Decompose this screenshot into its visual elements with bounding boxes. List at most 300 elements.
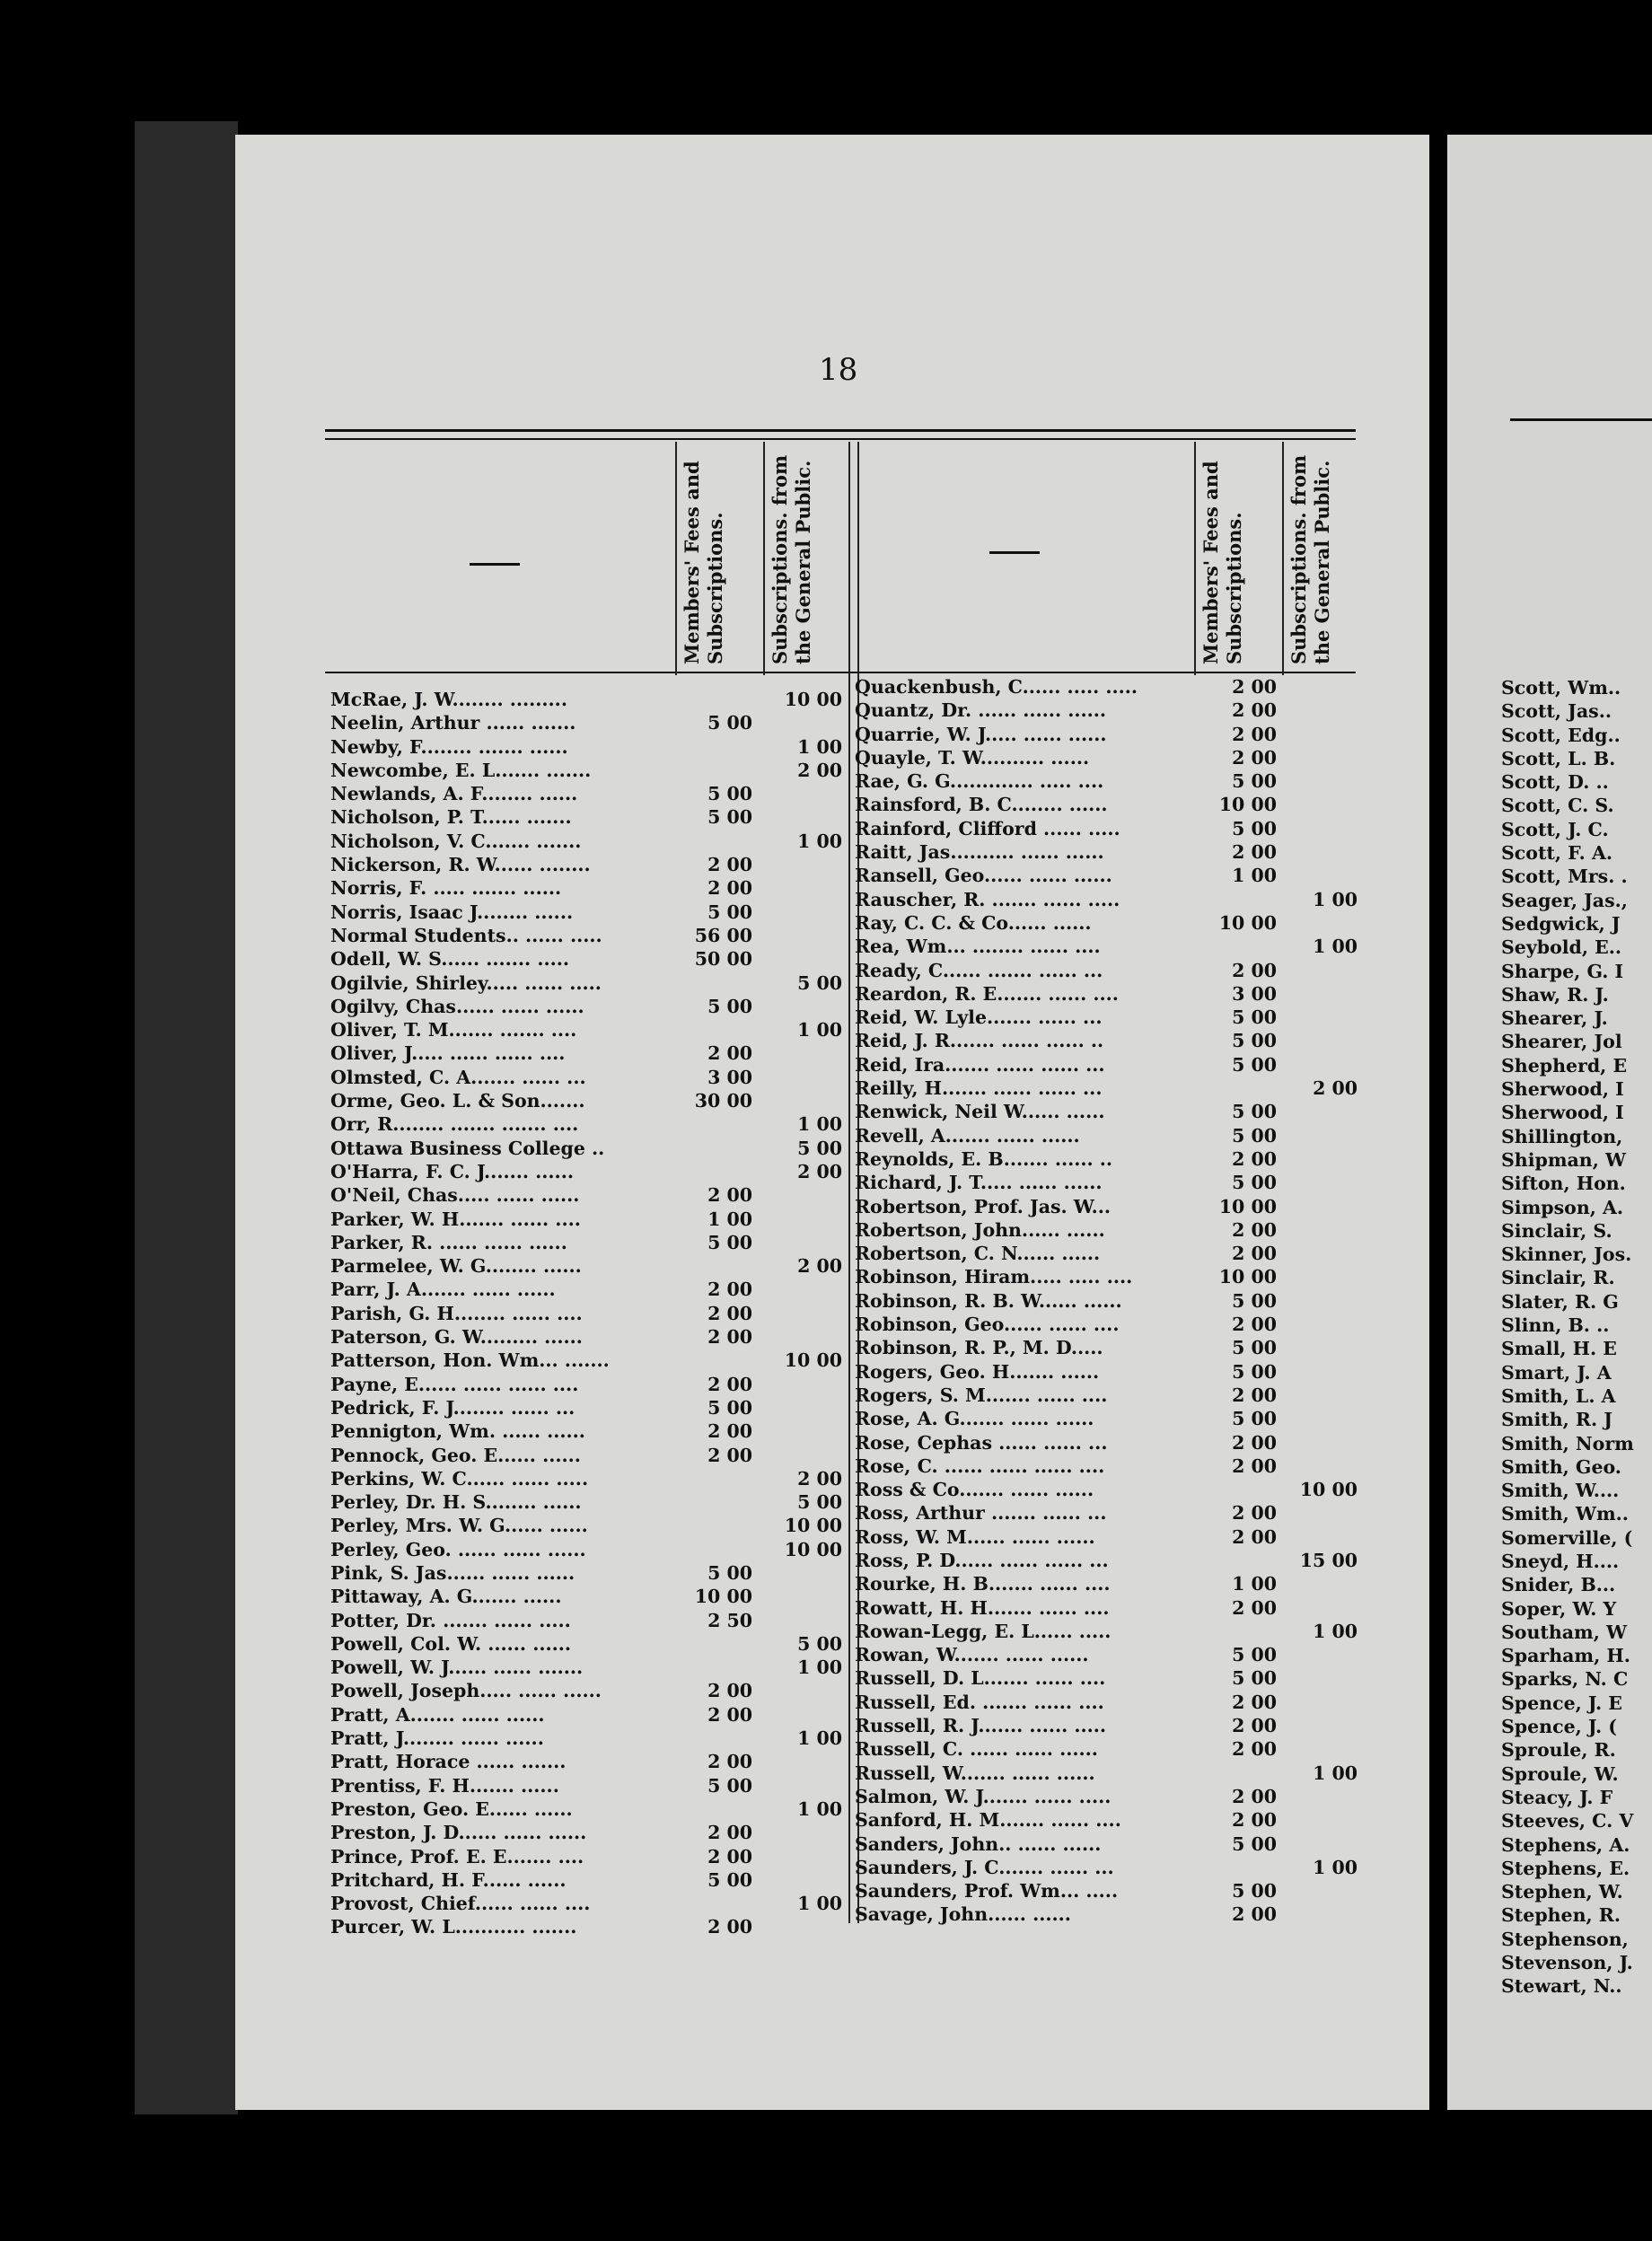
subscriber-row bbox=[330, 1915, 847, 1938]
subscriber-row bbox=[330, 1444, 847, 1467]
next-page-subscriber-name: Stephen, W. bbox=[1501, 1881, 1623, 1903]
subscriber-name: Powell, Joseph..... ...... ...... bbox=[330, 1680, 602, 1702]
subscriber-name: Powell, Col. W. ...... ...... bbox=[330, 1632, 572, 1655]
members-fee-amount: 2 00 bbox=[1232, 1314, 1277, 1336]
subscriber-name: Robinson, R. P., M. D..... bbox=[855, 1337, 1103, 1359]
subscriber-name: Preston, Geo. E...... ...... bbox=[330, 1797, 573, 1820]
subscriber-name: Russell, R. J....... ...... ..... bbox=[855, 1715, 1107, 1737]
subscriber-row bbox=[330, 995, 847, 1018]
members-fee-amount: 2 00 bbox=[1232, 841, 1277, 864]
subscriber-row bbox=[330, 1750, 847, 1773]
subscriber-name: O'Harra, F. C. J....... ...... bbox=[330, 1160, 574, 1182]
next-page-subscriber-name: Scott, C. S. bbox=[1501, 795, 1614, 817]
subscriber-name: Reid, J. R....... ...... ...... .. bbox=[855, 1030, 1104, 1052]
subscriber-row bbox=[855, 1100, 1366, 1123]
subscriber-name: Orr, R........ ....... ....... .... bbox=[330, 1113, 579, 1136]
subscriber-name: Powell, W. J...... ...... ....... bbox=[330, 1657, 584, 1679]
subscriber-row bbox=[855, 1147, 1366, 1171]
subscriber-row bbox=[330, 1703, 847, 1727]
subscriber-row bbox=[330, 1632, 847, 1656]
subscriber-name: Rose, C. ...... ...... ...... .... bbox=[855, 1454, 1105, 1477]
column-line bbox=[848, 442, 850, 1923]
members-fee-amount: 1 00 bbox=[1232, 865, 1277, 887]
members-fee-amount: 1 00 bbox=[1232, 1573, 1277, 1595]
public-subscription-amount: 1 00 bbox=[797, 1727, 842, 1750]
public-subscription-amount: 1 00 bbox=[797, 1113, 842, 1136]
subscriber-name: Ross, P. D...... ...... ...... ... bbox=[855, 1549, 1109, 1571]
subscriber-name: Perkins, W. C...... ...... ..... bbox=[330, 1467, 589, 1490]
members-fee-amount: 5 00 bbox=[707, 712, 752, 734]
subscriber-row bbox=[330, 1018, 847, 1041]
public-subscription-amount: 1 00 bbox=[1313, 1856, 1358, 1878]
subscriber-row bbox=[330, 1821, 847, 1844]
subscriber-row bbox=[330, 1231, 847, 1254]
subscriber-name: Olmsted, C. A....... ...... ... bbox=[330, 1066, 586, 1088]
members-fee-amount: 5 00 bbox=[707, 806, 752, 829]
subscriber-name: Ross, W. M...... ...... ...... bbox=[855, 1525, 1095, 1548]
subscriber-name: Robertson, C. N...... ...... bbox=[855, 1243, 1101, 1265]
subscriber-row bbox=[855, 1218, 1366, 1242]
subscriber-name: Rainsford, B. C........ ...... bbox=[855, 794, 1108, 816]
next-page-subscriber-name: Small, H. E bbox=[1501, 1338, 1617, 1360]
members-fee-amount: 2 00 bbox=[1232, 1596, 1277, 1619]
public-subscription-amount: 10 00 bbox=[1299, 1479, 1358, 1501]
members-fee-amount: 2 00 bbox=[1232, 1691, 1277, 1713]
subscriber-name: Norris, Isaac J........ ...... bbox=[330, 901, 574, 923]
public-subscription-amount: 2 00 bbox=[797, 1255, 842, 1278]
subscriber-name: Parmelee, W. G........ ...... bbox=[330, 1255, 582, 1278]
subscriber-name: Revell, A....... ...... ...... bbox=[855, 1124, 1080, 1147]
next-page-subscriber-name: Scott, Jas.. bbox=[1501, 700, 1612, 723]
members-fee-amount: 5 00 bbox=[1232, 1360, 1277, 1383]
members-fee-amount: 10 00 bbox=[1218, 1266, 1277, 1288]
subscriber-row bbox=[855, 793, 1366, 816]
members-fee-amount: 5 00 bbox=[707, 1774, 752, 1797]
subscriber-name: Renwick, Neil W...... ...... bbox=[855, 1101, 1105, 1123]
subscriber-name: Prince, Prof. E. E....... .... bbox=[330, 1845, 584, 1868]
subscriber-name: Pratt, A....... ...... ...... bbox=[330, 1703, 545, 1726]
members-fee-amount: 2 00 bbox=[707, 1373, 752, 1395]
subscriber-row bbox=[330, 1325, 847, 1349]
page-number: 18 bbox=[819, 352, 858, 388]
subscriber-row bbox=[330, 924, 847, 947]
header-general-public-right: Subscriptions. from the General Public. bbox=[1287, 454, 1333, 664]
header-name-dash-left bbox=[470, 563, 520, 566]
subscriber-row bbox=[855, 1832, 1366, 1856]
subscriber-name: Rowatt, H. H....... ...... .... bbox=[855, 1596, 1110, 1619]
members-fee-amount: 2 00 bbox=[1232, 1454, 1277, 1477]
subscriber-row bbox=[330, 805, 847, 829]
subscriber-name: Saunders, J. C....... ...... ... bbox=[855, 1856, 1114, 1878]
public-subscription-amount: 1 00 bbox=[1313, 936, 1358, 958]
members-fee-amount: 2 00 bbox=[707, 1845, 752, 1868]
members-fee-amount: 5 00 bbox=[1232, 1030, 1277, 1052]
subscriber-row bbox=[330, 876, 847, 900]
subscriber-name: Sanders, John.. ...... ...... bbox=[855, 1832, 1102, 1855]
subscriber-row bbox=[330, 1089, 847, 1112]
subscriber-row bbox=[855, 888, 1366, 911]
next-page-subscriber-name: Shillington, bbox=[1501, 1125, 1623, 1147]
subscriber-name: Normal Students.. ...... ..... bbox=[330, 924, 602, 946]
subscriber-row bbox=[330, 1679, 847, 1702]
next-page-subscriber-name: Sherwood, I bbox=[1501, 1102, 1624, 1124]
header-rule-top bbox=[325, 429, 1356, 432]
next-page-subscriber-name: Stephens, A. bbox=[1501, 1833, 1630, 1856]
subscriber-row bbox=[855, 699, 1366, 722]
subscriber-name: Parker, W. H....... ...... .... bbox=[330, 1208, 581, 1230]
subscriber-row bbox=[855, 1478, 1366, 1501]
subscriber-row bbox=[330, 1066, 847, 1089]
members-fee-amount: 10 00 bbox=[1218, 1195, 1277, 1217]
public-subscription-amount: 2 00 bbox=[797, 759, 842, 781]
subscriber-name: Ray, C. C. & Co...... ...... bbox=[855, 911, 1092, 934]
subscriber-row bbox=[855, 982, 1366, 1006]
subscriber-name: Parish, G. H........ ...... .... bbox=[330, 1302, 583, 1324]
members-fee-amount: 2 00 bbox=[1232, 1738, 1277, 1761]
members-fee-amount: 2 00 bbox=[1232, 1715, 1277, 1737]
public-subscription-amount: 1 00 bbox=[797, 1797, 842, 1820]
subscriber-name: Pedrick, F. J........ ...... ... bbox=[330, 1396, 576, 1419]
subscriber-row bbox=[330, 1538, 847, 1561]
public-subscription-amount: 1 00 bbox=[1313, 888, 1358, 910]
subscriber-name: Pratt, J........ ...... ...... bbox=[330, 1727, 544, 1750]
subscriber-row bbox=[855, 1856, 1366, 1879]
subscriber-row bbox=[855, 1620, 1366, 1643]
subscriber-row bbox=[855, 911, 1366, 935]
subscriber-row bbox=[330, 1490, 847, 1514]
book-edge bbox=[135, 121, 238, 2114]
subscriber-row bbox=[330, 1419, 847, 1443]
subscriber-name: Pink, S. Jas...... ...... ...... bbox=[330, 1561, 576, 1584]
subscriber-row bbox=[855, 1762, 1366, 1785]
members-fee-amount: 2 00 bbox=[1232, 1218, 1277, 1241]
next-page-subscriber-name: Sedgwick, J bbox=[1501, 912, 1621, 935]
header-name-dash-right bbox=[989, 551, 1040, 554]
subscriber-row bbox=[330, 782, 847, 805]
subscriber-name: Purcer, W. L........... ....... bbox=[330, 1916, 577, 1938]
subscriber-row bbox=[330, 1514, 847, 1537]
subscriber-row bbox=[855, 1714, 1366, 1737]
members-fee-amount: 5 00 bbox=[1232, 1644, 1277, 1666]
members-fee-amount: 2 00 bbox=[1232, 746, 1277, 769]
next-page-subscriber-name: Smith, W.... bbox=[1501, 1480, 1620, 1502]
members-fee-amount: 5 00 bbox=[1232, 1101, 1277, 1123]
subscriber-name: Prentiss, F. H....... ...... bbox=[330, 1774, 559, 1797]
members-fee-amount: 2 00 bbox=[707, 1279, 752, 1301]
subscriber-row bbox=[330, 1349, 847, 1372]
next-page-subscriber-name: Skinner, Jos. bbox=[1501, 1244, 1632, 1266]
subscriber-name: Nickerson, R. W...... ........ bbox=[330, 854, 591, 876]
subscriber-name: Ross, Arthur ....... ...... ... bbox=[855, 1502, 1107, 1525]
header-rule-second bbox=[325, 438, 1356, 440]
subscriber-name: Quarrie, W. J..... ...... ...... bbox=[855, 723, 1107, 745]
subscriber-row bbox=[855, 769, 1366, 793]
subscriber-name: Reid, Ira....... ...... ...... ... bbox=[855, 1053, 1105, 1076]
public-subscription-amount: 5 00 bbox=[797, 971, 842, 994]
subscriber-row bbox=[330, 1041, 847, 1065]
subscriber-row bbox=[855, 1666, 1366, 1690]
members-fee-amount: 2 00 bbox=[1232, 1785, 1277, 1807]
members-fee-amount: 3 00 bbox=[1232, 982, 1277, 1005]
subscriber-name: Provost, Chief...... ...... .... bbox=[330, 1893, 591, 1915]
members-fee-amount: 5 00 bbox=[1232, 1289, 1277, 1312]
subscriber-name: Robertson, Prof. Jas. W... bbox=[855, 1195, 1112, 1217]
next-page-subscriber-name: Scott, L. B. bbox=[1501, 747, 1616, 769]
members-fee-amount: 2 00 bbox=[1232, 1147, 1277, 1170]
subscriber-name: Rose, A. G....... ...... ...... bbox=[855, 1408, 1094, 1430]
subscriber-row bbox=[330, 853, 847, 876]
public-subscription-amount: 1 00 bbox=[797, 1019, 842, 1041]
public-subscription-amount: 1 00 bbox=[797, 830, 842, 852]
subscriber-name: Robinson, Geo...... ...... .... bbox=[855, 1314, 1120, 1336]
subscriber-name: Quackenbush, C...... ..... ..... bbox=[855, 676, 1138, 698]
subscriber-name: Parr, J. A....... ...... ...... bbox=[330, 1279, 556, 1301]
subscriber-name: Perley, Mrs. W. G...... ...... bbox=[330, 1515, 588, 1537]
subscriber-name: Russell, C. ...... ...... ...... bbox=[855, 1738, 1098, 1761]
header-members-fees-left: Members' Fees and Subscriptions. bbox=[681, 461, 726, 664]
next-page-subscriber-name: Shaw, R. J. bbox=[1501, 983, 1609, 1006]
subscriber-row bbox=[855, 817, 1366, 840]
subscriber-row bbox=[855, 746, 1366, 769]
header-general-public-left: Subscriptions. from the General Public. bbox=[769, 454, 814, 664]
next-page-subscriber-name: Shipman, W bbox=[1501, 1148, 1627, 1171]
left-subscriber-list bbox=[330, 688, 847, 1939]
subscriber-name: Preston, J. D...... ...... ...... bbox=[330, 1822, 587, 1844]
members-fee-amount: 2 00 bbox=[1232, 699, 1277, 722]
subscriber-row bbox=[330, 1160, 847, 1183]
subscriber-row bbox=[855, 1195, 1366, 1218]
next-page-subscriber-name: Scott, Wm.. bbox=[1501, 677, 1621, 699]
next-page-subscriber-name: Stevenson, J. bbox=[1501, 1952, 1633, 1974]
members-fee-amount: 2 00 bbox=[707, 877, 752, 900]
subscriber-name: McRae, J. W........ ......... bbox=[330, 689, 567, 710]
members-fee-amount: 2 00 bbox=[1232, 1502, 1277, 1525]
next-page-subscriber-name: Steacy, J. F bbox=[1501, 1786, 1613, 1808]
members-fee-amount: 5 00 bbox=[1232, 1124, 1277, 1147]
subscriber-row bbox=[855, 1336, 1366, 1359]
next-page-subscriber-name: Spence, J. ( bbox=[1501, 1716, 1617, 1738]
next-page-subscriber-name: Steeves, C. V bbox=[1501, 1810, 1634, 1832]
column-line bbox=[763, 442, 765, 675]
subscriber-row bbox=[330, 1845, 847, 1868]
members-fee-amount: 5 00 bbox=[707, 1561, 752, 1584]
next-page-subscriber-name: Shepherd, E bbox=[1501, 1054, 1628, 1077]
next-page-subscriber-name: Stephen, R. bbox=[1501, 1904, 1621, 1927]
subscriber-name: Newlands, A. F........ ...... bbox=[330, 783, 578, 805]
subscriber-row bbox=[855, 935, 1366, 958]
subscriber-row bbox=[855, 1454, 1366, 1478]
subscriber-name: Russell, D. L....... ...... .... bbox=[855, 1667, 1106, 1690]
subscriber-name: Neelin, Arthur ...... ....... bbox=[330, 712, 576, 734]
next-page-subscriber-name: Smith, Norm bbox=[1501, 1432, 1634, 1454]
next-page-subscriber-name: Smith, Wm.. bbox=[1501, 1503, 1629, 1525]
next-page-rule bbox=[1510, 418, 1652, 421]
members-fee-amount: 2 00 bbox=[1232, 1525, 1277, 1548]
next-page-subscriber-name: Smart, J. A bbox=[1501, 1361, 1612, 1384]
next-page-subscriber-name: Smith, Geo. bbox=[1501, 1455, 1621, 1478]
next-page-subscriber-name: Shearer, Jol bbox=[1501, 1031, 1622, 1053]
next-page-subscriber-name: Snider, B... bbox=[1501, 1574, 1616, 1596]
subscriber-name: Ogilvy, Chas...... ...... ...... bbox=[330, 995, 584, 1017]
subscriber-row bbox=[330, 947, 847, 971]
subscriber-row bbox=[855, 1360, 1366, 1384]
members-fee-amount: 2 00 bbox=[1232, 1809, 1277, 1832]
next-page-fragment bbox=[1447, 135, 1652, 2110]
subscriber-name: Quayle, T. W.......... ...... bbox=[855, 746, 1090, 769]
members-fee-amount: 2 00 bbox=[1232, 959, 1277, 981]
members-fee-amount: 5 00 bbox=[1232, 817, 1277, 839]
next-page-subscriber-name: Stephenson, bbox=[1501, 1928, 1629, 1950]
next-page-subscriber-name: Shearer, J. bbox=[1501, 1007, 1608, 1030]
members-fee-amount: 56 00 bbox=[694, 924, 752, 946]
members-fee-amount: 2 00 bbox=[707, 1042, 752, 1065]
next-page-subscriber-name: Sparks, N. C bbox=[1501, 1668, 1629, 1691]
next-page-subscriber-name: Sproule, R. bbox=[1501, 1739, 1616, 1762]
public-subscription-amount: 10 00 bbox=[784, 1349, 842, 1372]
subscriber-name: Rauscher, R. ....... ...... ..... bbox=[855, 888, 1120, 910]
subscriber-row bbox=[330, 1467, 847, 1490]
members-fee-amount: 5 00 bbox=[707, 995, 752, 1017]
members-fee-amount: 5 00 bbox=[1232, 1172, 1277, 1194]
column-line bbox=[1194, 442, 1196, 675]
subscriber-row bbox=[330, 1208, 847, 1231]
next-page-subscriber-name: Scott, J. C. bbox=[1501, 818, 1609, 840]
members-fee-amount: 3 00 bbox=[707, 1066, 752, 1088]
subscriber-name: Rourke, H. B....... ...... .... bbox=[855, 1573, 1111, 1595]
subscriber-name: Odell, W. S...... ....... ..... bbox=[330, 948, 569, 971]
subscriber-name: Rose, Cephas ...... ...... ... bbox=[855, 1431, 1108, 1454]
subscriber-row bbox=[855, 840, 1366, 864]
members-fee-amount: 5 00 bbox=[1232, 1006, 1277, 1029]
next-page-subscriber-name: Sparham, H. bbox=[1501, 1645, 1630, 1667]
members-fee-amount: 2 00 bbox=[707, 1184, 752, 1207]
subscriber-name: Russell, Ed. ....... ...... .... bbox=[855, 1691, 1104, 1713]
subscriber-row bbox=[330, 1585, 847, 1608]
subscriber-name: Ross & Co....... ...... ...... bbox=[855, 1479, 1094, 1501]
members-fee-amount: 2 00 bbox=[707, 1751, 752, 1773]
public-subscription-amount: 1 00 bbox=[797, 1657, 842, 1679]
members-fee-amount: 2 00 bbox=[707, 1444, 752, 1466]
subscriber-name: Ottawa Business College .. bbox=[330, 1137, 605, 1159]
right-subscriber-list bbox=[855, 675, 1366, 1927]
subscriber-name: Parker, R. ...... ...... ...... bbox=[330, 1231, 567, 1253]
next-page-subscriber-name: Sinclair, R. bbox=[1501, 1267, 1615, 1289]
members-fee-amount: 2 00 bbox=[1232, 1384, 1277, 1406]
public-subscription-amount: 1 00 bbox=[797, 1893, 842, 1915]
public-subscription-amount: 5 00 bbox=[797, 1137, 842, 1159]
public-subscription-amount: 1 00 bbox=[1313, 1620, 1358, 1642]
next-page-subscriber-name: Southam, W bbox=[1501, 1621, 1628, 1643]
subscriber-row bbox=[330, 1774, 847, 1797]
subscriber-row bbox=[855, 723, 1366, 746]
subscriber-row bbox=[330, 688, 847, 711]
subscriber-row bbox=[330, 1868, 847, 1892]
subscriber-name: Ready, C...... ....... ...... ... bbox=[855, 959, 1103, 981]
subscriber-row bbox=[330, 1609, 847, 1632]
members-fee-amount: 2 00 bbox=[707, 1326, 752, 1349]
subscriber-name: Pritchard, H. F...... ...... bbox=[330, 1868, 567, 1891]
subscriber-name: Rogers, Geo. H....... ...... bbox=[855, 1360, 1100, 1383]
subscriber-row bbox=[330, 1112, 847, 1136]
public-subscription-amount: 5 00 bbox=[797, 1491, 842, 1514]
subscriber-name: Rea, Wm... ........ ...... .... bbox=[855, 936, 1101, 958]
subscriber-row bbox=[855, 1171, 1366, 1194]
members-fee-amount: 50 00 bbox=[694, 948, 752, 971]
next-page-subscriber-name: Spence, J. E bbox=[1501, 1692, 1622, 1714]
subscriber-name: Rowan, W....... ...... ...... bbox=[855, 1644, 1089, 1666]
subscriber-row bbox=[330, 1183, 847, 1207]
subscriber-row bbox=[855, 1501, 1366, 1525]
subscriber-name: Reilly, H....... ...... ...... ... bbox=[855, 1077, 1103, 1100]
members-fee-amount: 2 00 bbox=[707, 1916, 752, 1938]
column-line bbox=[1282, 442, 1284, 675]
subscriber-row bbox=[855, 1785, 1366, 1808]
next-page-subscriber-name: Scott, Mrs. . bbox=[1501, 866, 1628, 888]
subscriber-row bbox=[855, 1691, 1366, 1714]
subscriber-name: Sanford, H. M....... ...... .... bbox=[855, 1809, 1121, 1832]
public-subscription-amount: 10 00 bbox=[784, 1515, 842, 1537]
next-page-subscriber-name: Sherwood, I bbox=[1501, 1078, 1624, 1101]
public-subscription-amount: 10 00 bbox=[784, 1538, 842, 1560]
subscriber-row bbox=[855, 1265, 1366, 1288]
next-page-subscriber-name: Sifton, Hon. bbox=[1501, 1173, 1626, 1195]
subscriber-row bbox=[330, 1561, 847, 1585]
subscriber-row bbox=[330, 1302, 847, 1325]
subscriber-row bbox=[855, 1525, 1366, 1549]
subscriber-row bbox=[855, 1029, 1366, 1052]
subscriber-row bbox=[855, 1313, 1366, 1336]
subscriber-name: Robinson, R. B. W...... ...... bbox=[855, 1289, 1122, 1312]
subscriber-row bbox=[855, 1242, 1366, 1265]
subscriber-name: Rainford, Clifford ...... ..... bbox=[855, 817, 1120, 839]
header-members-fees-right: Members' Fees and Subscriptions. bbox=[1199, 461, 1245, 664]
subscriber-row bbox=[330, 1373, 847, 1396]
subscriber-name: Ogilvie, Shirley..... ...... ..... bbox=[330, 971, 602, 994]
next-page-subscriber-name: Stewart, N.. bbox=[1501, 1975, 1622, 1998]
next-page-subscriber-name: Sneyd, H.... bbox=[1501, 1550, 1620, 1572]
subscriber-row bbox=[855, 1006, 1366, 1029]
members-fee-amount: 5 00 bbox=[1232, 1880, 1277, 1903]
members-fee-amount: 5 00 bbox=[707, 1868, 752, 1891]
subscriber-name: Rowan-Legg, E. L...... ..... bbox=[855, 1620, 1112, 1642]
members-fee-amount: 2 00 bbox=[707, 1703, 752, 1726]
subscriber-name: Patterson, Hon. Wm... ....... bbox=[330, 1349, 610, 1372]
subscriber-name: Perley, Dr. H. S........ ...... bbox=[330, 1491, 582, 1514]
subscriber-row bbox=[330, 1254, 847, 1278]
members-fee-amount: 5 00 bbox=[707, 901, 752, 923]
subscriber-name: Reid, W. Lyle....... ...... ... bbox=[855, 1006, 1103, 1029]
subscriber-name: Saunders, Prof. Wm... ..... bbox=[855, 1880, 1119, 1903]
subscriber-name: Oliver, T. M....... ....... .... bbox=[330, 1019, 577, 1041]
members-fee-amount: 2 00 bbox=[1232, 1243, 1277, 1265]
members-fee-amount: 2 00 bbox=[707, 1822, 752, 1844]
members-fee-amount: 2 00 bbox=[1232, 676, 1277, 698]
subscriber-name: Rae, G. G............. ..... .... bbox=[855, 770, 1104, 793]
public-subscription-amount: 5 00 bbox=[797, 1632, 842, 1655]
subscriber-name: Newcombe, E. L....... ....... bbox=[330, 759, 592, 781]
members-fee-amount: 10 00 bbox=[1218, 794, 1277, 816]
next-page-subscriber-name: Seybold, E.. bbox=[1501, 936, 1622, 959]
members-fee-amount: 2 00 bbox=[707, 1680, 752, 1702]
public-subscription-amount: 2 00 bbox=[1313, 1077, 1358, 1100]
subscriber-name: Oliver, J..... ...... ...... .... bbox=[330, 1042, 566, 1065]
public-subscription-amount: 1 00 bbox=[797, 735, 842, 758]
next-page-subscriber-name: Sharpe, G. I bbox=[1501, 960, 1624, 982]
members-fee-amount: 2 00 bbox=[707, 854, 752, 876]
subscriber-name: Paterson, G. W......... ...... bbox=[330, 1326, 583, 1349]
subscriber-row bbox=[330, 1137, 847, 1160]
subscriber-name: Ransell, Geo...... ...... ...... bbox=[855, 865, 1112, 887]
